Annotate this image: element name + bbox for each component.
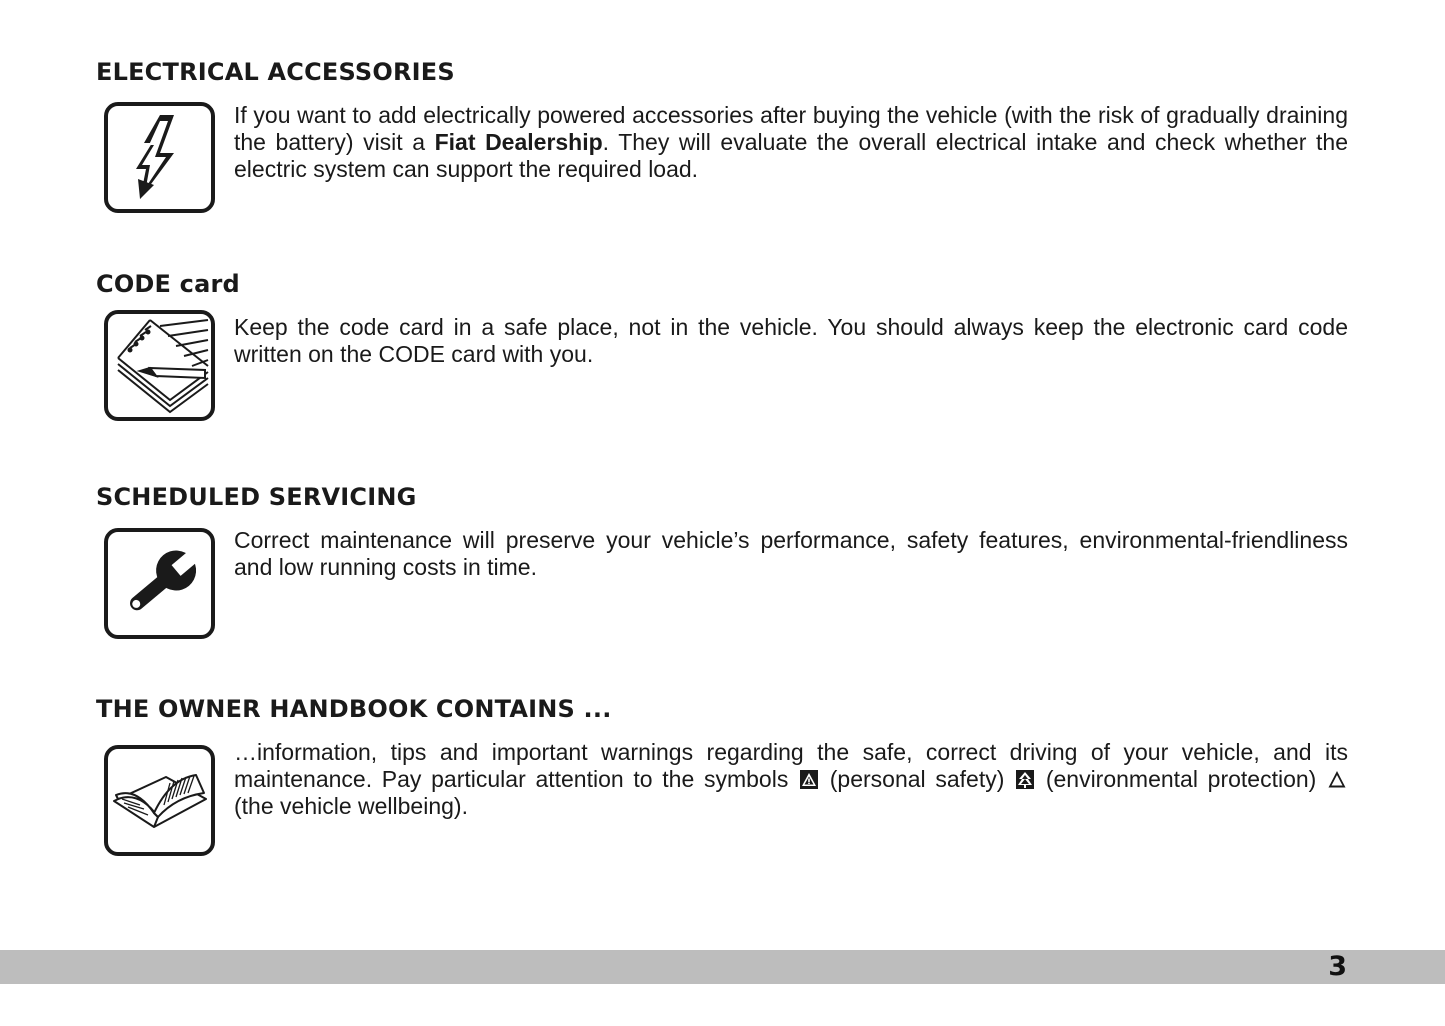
electrical-text-part-1: If you want to add electrically powered accessories after buying the vehicle (with the risk of gradually draining the battery) visit a <box>234 102 1348 155</box>
electrical-accessories-text <box>234 102 1348 183</box>
environmental-protection-label: (environmental protection) <box>1045 766 1317 792</box>
personal-safety-warning-icon <box>800 770 818 789</box>
owner-handbook-intro: …information, tips and important warnings regarding the safe, correct driving of your vehicle, and its maintenance. Pay particular attention to the symbols <box>234 739 1348 792</box>
notepad-pencil-icon <box>104 310 215 421</box>
section-scheduled-servicing <box>96 483 1348 653</box>
heading-scheduled-servicing: SCHEDULED SERVICING <box>96 483 417 511</box>
electrical-text-part-2: . They will evaluate the overall electrical intake and check whether the electric system can support the required load. <box>234 129 1348 182</box>
open-book-icon <box>104 745 215 856</box>
heading-code-card: CODE card <box>96 270 240 298</box>
wrench-icon <box>104 528 215 639</box>
vehicle-wellbeing-warning-icon <box>1328 770 1346 789</box>
lightning-icon <box>104 102 215 213</box>
section-code-card <box>96 270 1348 440</box>
vehicle-wellbeing-label: (the vehicle wellbeing). <box>234 793 468 819</box>
footer-bar <box>0 950 1445 984</box>
section-owner-handbook <box>96 695 1348 875</box>
section-electrical-accessories <box>96 58 1348 228</box>
page-number: 3 <box>1328 951 1347 982</box>
environmental-protection-icon <box>1016 770 1034 789</box>
heading-electrical-accessories: ELECTRICAL ACCESSORIES <box>96 58 455 86</box>
owner-handbook-text <box>234 739 1348 820</box>
personal-safety-label: (personal safety) <box>829 766 1005 792</box>
code-card-text: Keep the code card in a safe place, not in the vehicle. You should always keep the electronic card code written on the CODE card with you. <box>234 314 1348 367</box>
fiat-dealership-bold: Fiat Dealership <box>434 129 603 155</box>
heading-owner-handbook: THE OWNER HANDBOOK CONTAINS ... <box>96 695 612 723</box>
scheduled-servicing-text: Correct maintenance will preserve your vehicle’s performance, safety features, environmental-friendliness and low running costs in time. <box>234 527 1348 580</box>
